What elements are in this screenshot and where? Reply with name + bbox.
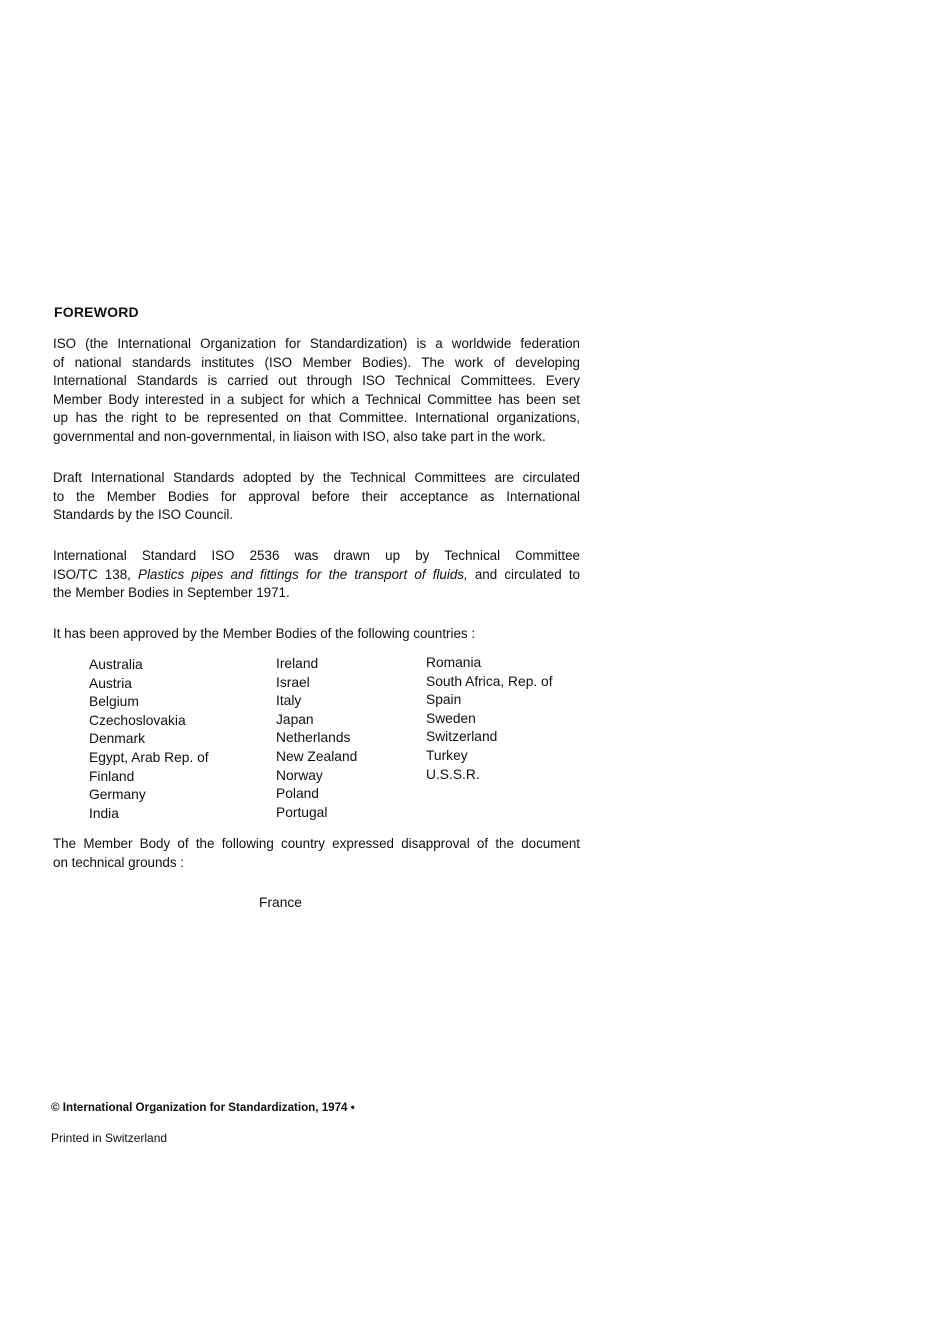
text-line: to the Member Bodies for approval before their acceptance as International: [53, 488, 580, 504]
text-line: It has been approved by the Member Bodies of the following countries :: [53, 626, 476, 641]
country-item: Denmark: [89, 731, 145, 747]
country-item: Israel: [276, 674, 310, 690]
text-line: Member Body interested in a subject for which a Technical Committee has been set: [53, 391, 580, 407]
paragraph-draft-standards: [53, 469, 580, 525]
country-item: Belgium: [89, 694, 139, 710]
copyright-notice: © International Organization for Standardization, 1974 •: [51, 1101, 355, 1114]
country-item: Portugal: [276, 804, 328, 820]
country-item: Czechoslovakia: [89, 712, 186, 728]
country-item: New Zealand: [276, 748, 358, 764]
text-line: of national standards institutes (ISO Member Bodies). The work of developing: [53, 354, 580, 370]
paragraph-disapproval: [53, 835, 580, 872]
foreword-heading: FOREWORD: [54, 304, 139, 320]
committee-title: Plastics pipes and fittings for the transport of fluids,: [138, 566, 468, 582]
text-line: on technical grounds :: [53, 854, 185, 870]
country-item: Germany: [89, 787, 146, 803]
country-item: Sweden: [426, 710, 476, 726]
country-list-column-2: [276, 655, 357, 822]
country-item: Finland: [89, 768, 135, 784]
text-line: Standards by the ISO Council.: [53, 507, 234, 522]
text-line: the Member Bodies in September 1971.: [53, 585, 290, 600]
text-line: The Member Body of the following country expressed disapproval of the document: [53, 836, 580, 851]
text-line: Draft International Standards adopted by the Technical Committees are circulated: [53, 470, 580, 485]
country-item: Netherlands: [276, 730, 351, 746]
circulation-text: and circulated to: [467, 566, 580, 582]
country-item: Austria: [89, 675, 132, 691]
country-item: Turkey: [426, 747, 468, 763]
text-line: governmental and non-governmental, in liaison with ISO, also take part in the work.: [53, 428, 546, 444]
country-item: Switzerland: [426, 729, 498, 745]
country-item: Japan: [276, 711, 314, 727]
country-item: Norway: [276, 767, 323, 783]
country-item: Spain: [426, 692, 462, 708]
country-item: U.S.S.R.: [426, 766, 480, 782]
country-list-column-3: [426, 654, 553, 784]
country-item: Romania: [426, 655, 482, 670]
committee-ref: ISO/TC 138,: [53, 566, 139, 582]
text-line: up has the right to be represented on that Committee. International organizations,: [53, 410, 580, 425]
disapproving-country: France: [259, 895, 302, 910]
paragraph-iso-intro: [53, 335, 580, 446]
text-line: ISO (the International Organization for Standardization) is a worldwide federation: [53, 336, 580, 351]
text-line: International Standard ISO 2536 was drawn up by Technical Committee: [53, 548, 580, 563]
text-line: International Standards is carried out through ISO Technical Committees. Every: [53, 373, 580, 388]
paragraph-approval-intro: [53, 625, 580, 644]
country-item: Australia: [89, 657, 143, 672]
country-item: Poland: [276, 786, 319, 802]
paragraph-standard-origin: [53, 547, 580, 603]
country-item: Egypt, Arab Rep. of: [89, 749, 209, 765]
country-item: Ireland: [276, 656, 319, 671]
country-item: South Africa, Rep. of: [426, 673, 553, 689]
country-item: Italy: [276, 693, 302, 709]
printed-location: Printed in Switzerland: [51, 1131, 168, 1145]
country-item: India: [89, 805, 119, 821]
country-list-column-1: [89, 656, 209, 823]
text-line: [53, 566, 580, 585]
